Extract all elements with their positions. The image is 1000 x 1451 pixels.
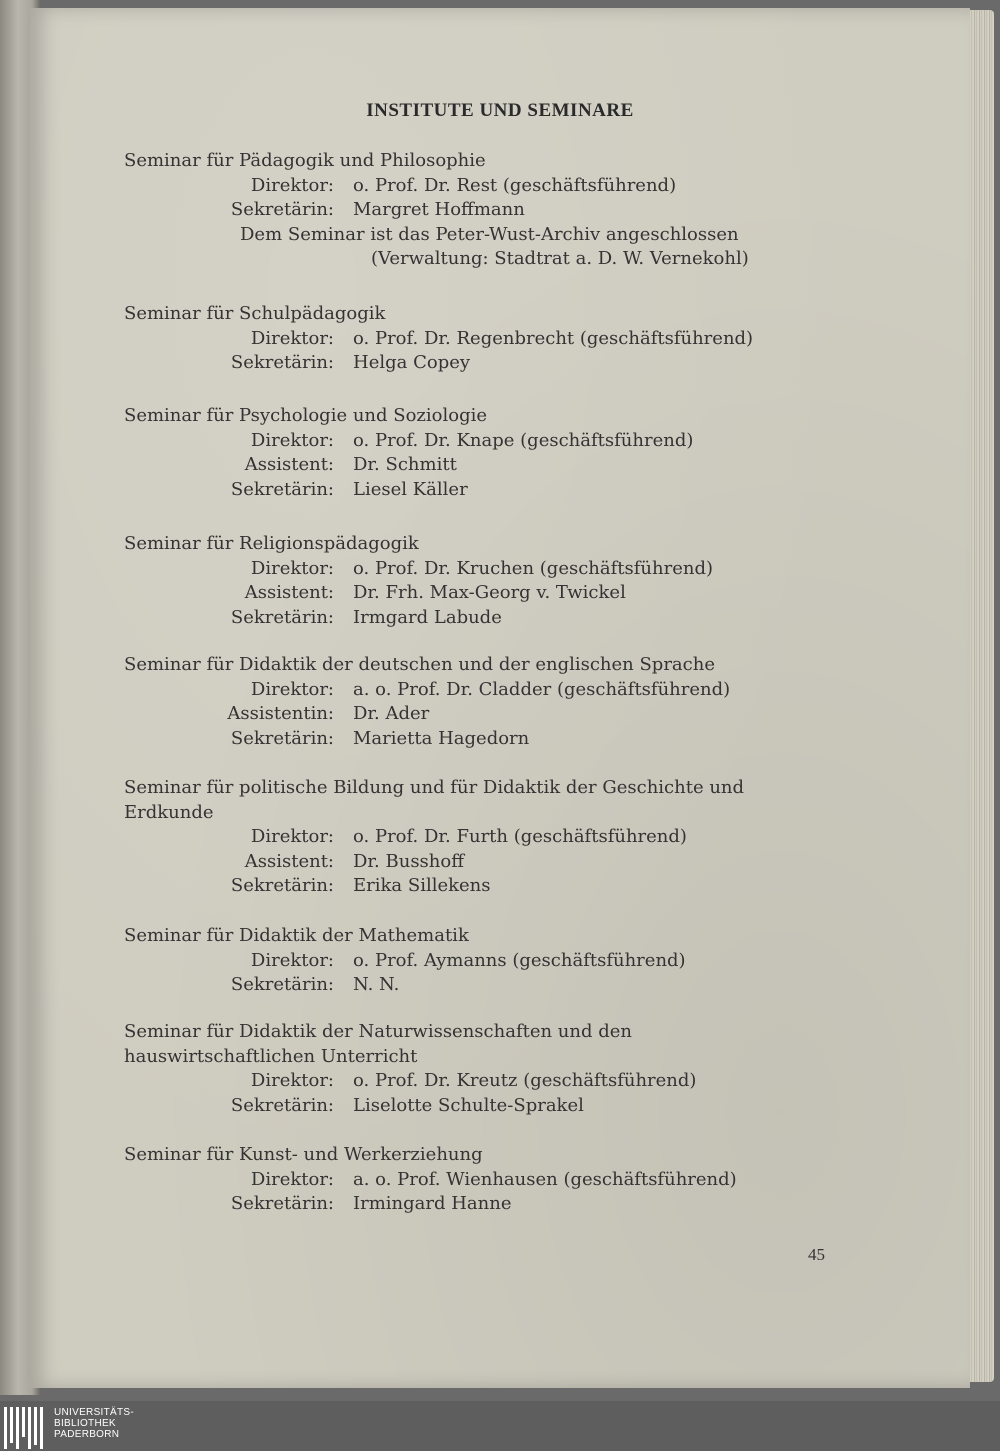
- seminar-heading: Seminar für Schulpädagogik: [124, 303, 386, 324]
- staff-row: [0, 606, 1000, 631]
- staff-row: [0, 174, 1000, 199]
- staff-row: [0, 1192, 1000, 1217]
- staff-row: [0, 581, 1000, 606]
- staff-row: [0, 453, 1000, 478]
- staff-role: Assistent:: [244, 454, 334, 475]
- seminar-heading: Seminar für Psychologie und Soziologie: [124, 405, 488, 426]
- staff-role: Sekretärin:: [230, 352, 334, 373]
- archive-note: Dem Seminar ist das Peter-Wust-Archiv angeschlossen: [240, 223, 739, 245]
- staff-name: N. N.: [353, 974, 400, 995]
- staff-role: Sekretärin:: [230, 875, 334, 896]
- staff-name: Helga Copey: [353, 352, 471, 373]
- staff-name: o. Prof. Dr. Furth (geschäftsführend): [353, 826, 687, 847]
- staff-role: Assistent:: [244, 850, 334, 872]
- staff-name: Margret Hoffmann: [353, 199, 525, 220]
- staff-role: Sekretärin:: [230, 974, 334, 995]
- staff-role: Direktor:: [250, 678, 334, 700]
- staff-row: [0, 351, 1000, 376]
- staff-role: Assistent:: [244, 582, 334, 603]
- seminar-heading: Seminar für Didaktik der Mathematik: [124, 925, 469, 946]
- archive-note: (Verwaltung: Stadtrat a. D. W. Vernekohl): [371, 248, 749, 269]
- staff-row: [0, 429, 1000, 454]
- staff-name: Dr. Busshoff: [353, 850, 465, 872]
- seminar-heading: Seminar für Religionspädagogik: [124, 533, 419, 554]
- staff-row: [0, 702, 1000, 727]
- staff-row: [0, 850, 1000, 875]
- staff-role: Direktor:: [250, 429, 334, 451]
- staff-name: o. Prof. Dr. Knape (geschäftsführend): [353, 429, 694, 451]
- seminar-heading: Seminar für Didaktik der Naturwissenschaften und den hauswirtschaftlichen Unterricht: [124, 1021, 633, 1067]
- library-logo-icon: [4, 1407, 44, 1449]
- staff-name: a. o. Prof. Dr. Cladder (geschäftsführend): [353, 678, 731, 700]
- seminar-entry: [0, 302, 1000, 376]
- seminar-heading: Seminar für Kunst- und Werkerziehung: [124, 1144, 483, 1165]
- staff-name: o. Prof. Dr. Kruchen (geschäftsführend): [353, 557, 713, 579]
- seminar-entry: [0, 404, 1000, 502]
- staff-name: o. Prof. Dr. Rest (geschäftsführend): [353, 174, 677, 196]
- staff-row: [0, 327, 1000, 352]
- staff-row: [0, 973, 1000, 998]
- staff-row: [0, 557, 1000, 582]
- staff-role: Sekretärin:: [230, 606, 334, 628]
- library-footer: [0, 1401, 1000, 1451]
- staff-row: [0, 478, 1000, 503]
- staff-role: Direktor:: [250, 174, 334, 196]
- library-logo-text: UNIVERSITÄTS- BIBLIOTHEK PADERBORN: [54, 1407, 135, 1440]
- seminar-entry: [0, 1143, 1000, 1217]
- staff-name: Dr. Ader: [353, 703, 430, 724]
- staff-row: [0, 949, 1000, 974]
- staff-role: Sekretärin:: [230, 1094, 334, 1116]
- staff-row: [0, 874, 1000, 899]
- staff-name: Irmingard Hanne: [353, 1193, 512, 1214]
- staff-row: [0, 198, 1000, 223]
- seminar-entry: [0, 149, 1000, 272]
- staff-name: o. Prof. Dr. Regenbrecht (geschäftsführend): [353, 327, 754, 349]
- staff-name: Dr. Schmitt: [353, 454, 457, 475]
- staff-role: Direktor:: [250, 557, 334, 579]
- seminar-heading: Seminar für Didaktik der deutschen und der englischen Sprache: [124, 654, 715, 675]
- staff-name: o. Prof. Dr. Kreutz (geschäftsführend): [353, 1070, 697, 1091]
- seminar-entry: [0, 924, 1000, 998]
- staff-name: Liselotte Schulte-Sprakel: [353, 1094, 584, 1116]
- staff-role: Direktor:: [250, 826, 334, 847]
- staff-role: Assistentin:: [227, 703, 334, 724]
- staff-name: o. Prof. Aymanns (geschäftsführend): [353, 949, 686, 971]
- staff-role: Sekretärin:: [230, 727, 334, 749]
- seminar-heading: Seminar für Pädagogik und Philosophie: [124, 150, 486, 171]
- staff-role: Direktor:: [250, 327, 334, 349]
- staff-name: Irmgard Labude: [353, 606, 502, 628]
- staff-role: Direktor:: [250, 1168, 334, 1190]
- staff-row: [0, 727, 1000, 752]
- page-number: 45: [808, 1245, 825, 1264]
- staff-role: Direktor:: [250, 949, 334, 971]
- seminar-entry: [0, 1020, 1000, 1118]
- seminar-entry: [0, 776, 1000, 899]
- staff-role: Sekretärin:: [230, 1193, 334, 1214]
- staff-row: [0, 1094, 1000, 1119]
- staff-role: Sekretärin:: [230, 199, 334, 220]
- staff-row: [0, 1168, 1000, 1193]
- staff-name: Marietta Hagedorn: [353, 727, 530, 749]
- staff-name: Dr. Frh. Max-Georg v. Twickel: [353, 582, 626, 603]
- page-title: INSTITUTE UND SEMINARE: [366, 100, 634, 121]
- staff-name: Erika Sillekens: [353, 875, 491, 896]
- staff-role: Direktor:: [250, 1070, 334, 1091]
- seminar-entry: [0, 532, 1000, 630]
- staff-name: Liesel Käller: [353, 478, 468, 500]
- seminar-entry: [0, 653, 1000, 751]
- seminar-heading: Seminar für politische Bildung und für Didaktik der Geschichte und Erdkunde: [124, 777, 745, 823]
- staff-row: [0, 1069, 1000, 1094]
- staff-role: Sekretärin:: [230, 478, 334, 500]
- staff-row: [0, 825, 1000, 850]
- staff-name: a. o. Prof. Wienhausen (geschäftsführend): [353, 1168, 737, 1190]
- staff-row: [0, 678, 1000, 703]
